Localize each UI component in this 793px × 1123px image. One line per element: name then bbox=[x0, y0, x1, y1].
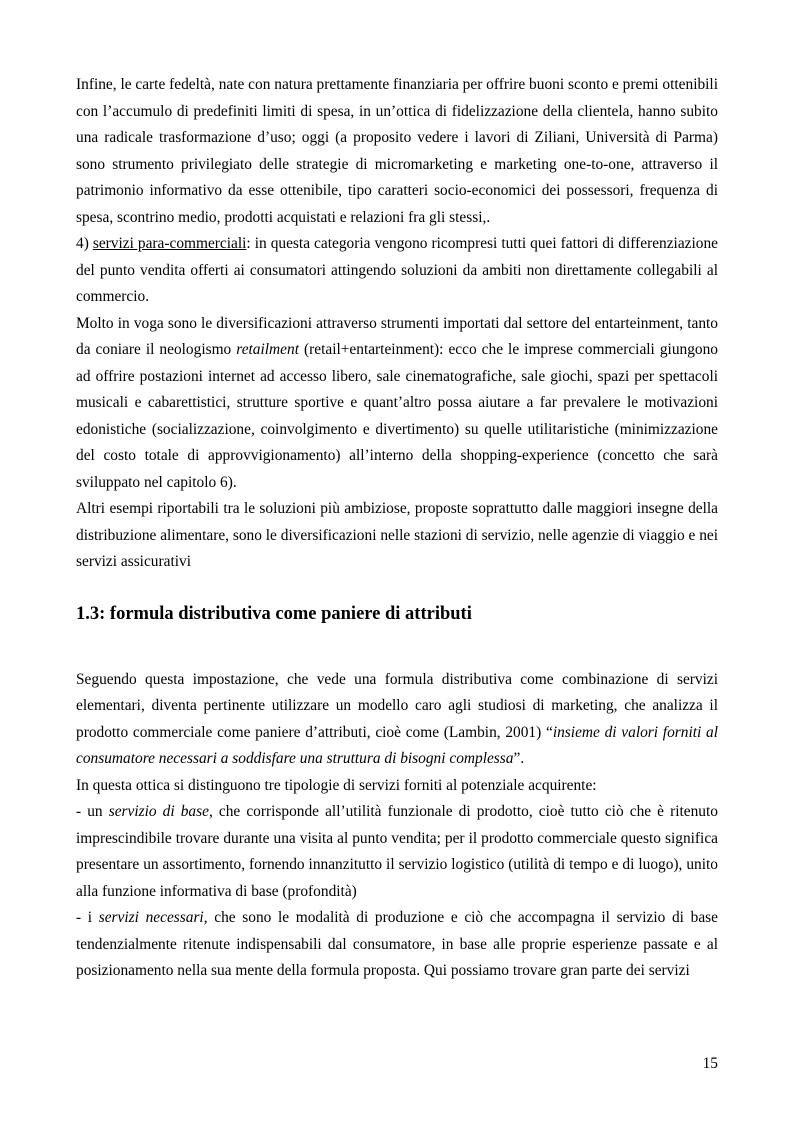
paragraph-retailment bbox=[76, 311, 718, 497]
paragraph-servizi-para-commerciali bbox=[76, 231, 718, 311]
document-page bbox=[76, 72, 718, 985]
paragraph-seguendo bbox=[76, 667, 718, 773]
paragraph-text: - un bbox=[76, 803, 109, 820]
paragraph-servizio-di-base bbox=[76, 799, 718, 905]
paragraph-text: : in questa categoria vengono ricompresi tutti quei fattori di differenziazione del punto vendita offerti ai consumatori attingendo soluzioni da ambiti non direttamente collegabili al commercio. bbox=[76, 235, 718, 305]
paragraph-text: Seguendo questa impostazione, che vede una formula distributiva come combinazione di servizi elementari, diventa pertinente utilizzare un modello caro agli studiosi di marketing, che analizza il prodotto commerciale come paniere d’attributi, cioè come (Lambin, 2001) “ bbox=[76, 670, 718, 741]
paragraph-servizi-necessari bbox=[76, 905, 718, 985]
italic-term: servizi necessari bbox=[98, 909, 204, 926]
paragraph-text: , che sono le modalità di produzione e ciò che accompagna il servizio di base tendenzialmente ritenute indispensabili dal consumatore, in base alle proprie esperienze passate e al posizionamento nella sua mente della formula proposta. Qui possiamo trovare gran parte dei servizi bbox=[76, 909, 718, 979]
paragraph-text: (retail+entarteinment): ecco che le imprese commerciali giungono ad offrire postazioni internet ad accesso libero, sale cinematografiche, sale giochi, spazi per spettacoli musicali e cabarettistici, strutture sportive e quant’altro possa aiutare a far prevalere le motivazioni edonistiche (socializzazione, coinvolgimento e divertimento) su quelle utilitaristiche (minimizzazione del costo totale di approvvigionamento) all’interno della shopping-experience (concetto che sarà sviluppato nel capitolo 6). bbox=[76, 341, 718, 491]
paragraph-text: - i bbox=[76, 909, 99, 926]
italic-term: retailment bbox=[236, 341, 299, 358]
paragraph-altri-esempi: Altri esempi riportabili tra le soluzioni più ambiziose, proposte soprattutto dalle maggiori insegne della distribuzione alimentare, sono le diversificazioni nelle stazioni di servizio, nelle agenzie di viaggio e nei servizi assicurativi bbox=[76, 500, 718, 570]
paragraph-text: , che corrisponde all’utilità funzionale di prodotto, cioè tutto ciò che è ritenuto imprescindibile trovare durante una visita al punto vendita; per il prodotto commerciale questo significa presentare un assortimento, fornendo innanzitutto il servizio logistico (utilità di tempo e di luogo), unito alla funzione informativa di base (profondità) bbox=[76, 803, 718, 900]
paragraph-carte-fedelta: Infine, le carte fedeltà, nate con natura prettamente finanziaria per offrire buoni sconto e premi ottenibili con l’accumulo di predefiniti limiti di spesa, in un’ottica di fidelizzazione della clientela, hanno subito una radicale trasformazione d’uso; oggi (a proposito vedere i lavori di Ziliani, Università di Parma) sono strumento privilegiato delle strategie di micromarketing e marketing one-to-one, attraverso il patrimonio informativo da esse ottenibile, tipo caratteri socio-economici dei possessori, frequenza di spesa, scontrino medio, prodotti acquistati e relazioni fra gli stessi,. bbox=[76, 76, 718, 226]
page-number: 15 bbox=[702, 1055, 718, 1072]
paragraph-ottica: In questa ottica si distinguono tre tipologie di servizi forniti al potenziale acquirente: bbox=[76, 776, 597, 794]
section-heading: 1.3: formula distributiva come paniere di attributi bbox=[76, 603, 472, 624]
italic-quote: insieme di valori forniti al consumatore necessari a soddisfare una struttura di bisogni complessa bbox=[76, 723, 718, 767]
italic-term: servizio di base bbox=[108, 803, 209, 820]
list-number: 4) bbox=[76, 235, 93, 252]
paragraph-text: Molto in voga sono le diversificazioni attraverso strumenti importati dal settore del entarteinment, tanto da coniare il neologismo bbox=[76, 314, 718, 358]
underlined-term: servizi para-commerciali bbox=[92, 235, 247, 252]
paragraph-text: ”. bbox=[513, 750, 525, 767]
